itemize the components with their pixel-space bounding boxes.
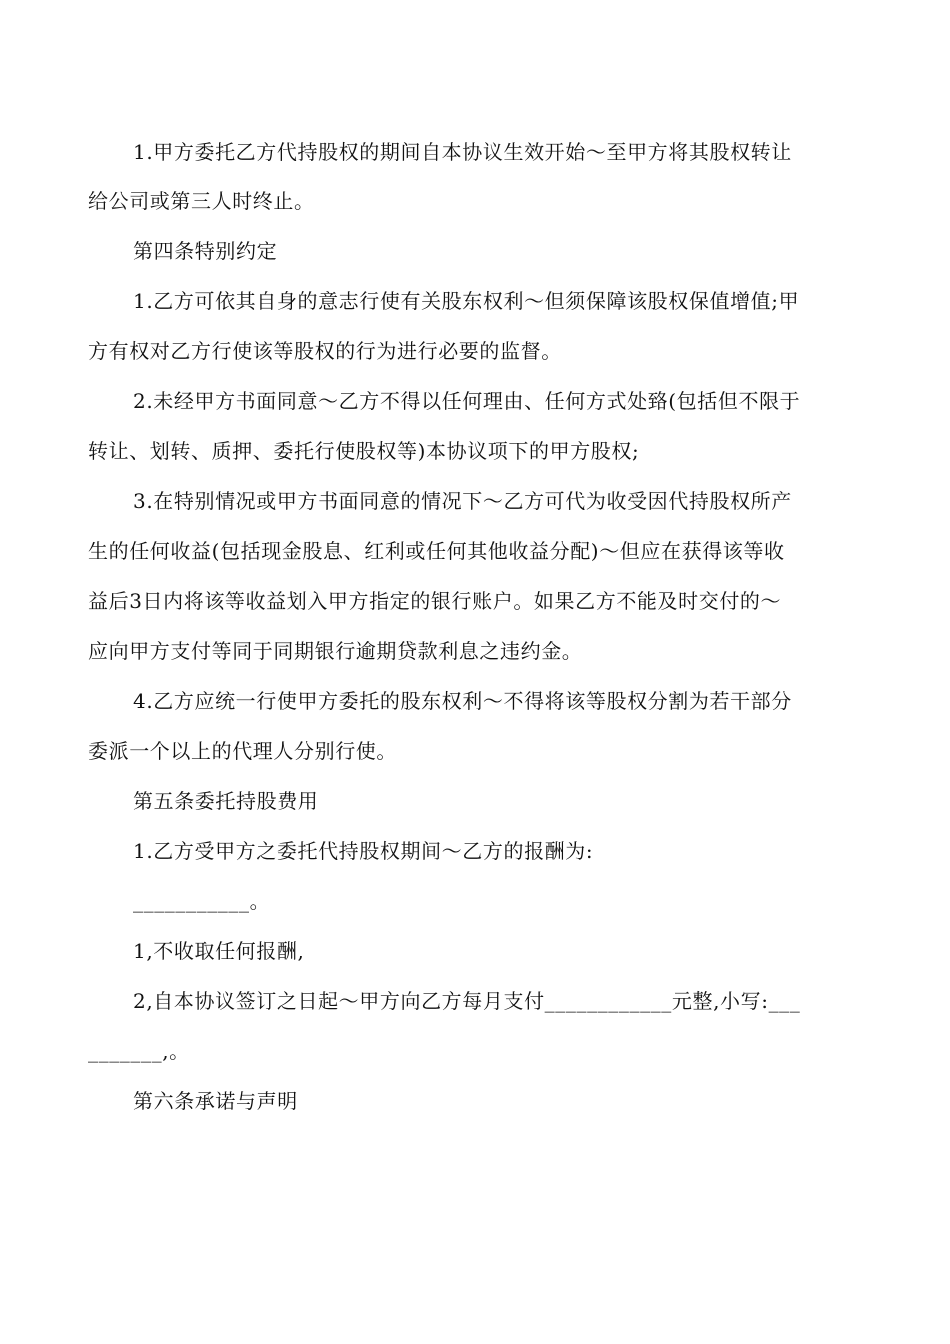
clause-5-1-blank: ___________。 [133,889,271,913]
article-5-heading: 第五条委托持股费用 [133,789,319,813]
option-2-line-1: 2,自本协议签订之日起～甲方向乙方每月支付____________元整,小写:___ [133,989,801,1013]
clause-4-2-line-1: 2.未经甲方书面同意～乙方不得以任何理由、任何方式处臵(包括但不限于 [133,389,801,413]
clause-4-3-line-3: 益后3日内将该等收益划入甲方指定的银行账户。如果乙方不能及时交付的～ [88,589,782,613]
option-1: 1,不收取任何报酬, [133,939,305,963]
clause-4-1-line-2: 方有权对乙方行使该等股权的行为进行必要的监督。 [88,339,562,363]
clause-5-1-line-1: 1.乙方受甲方之委托代持股权期间～乙方的报酬为: [133,839,594,863]
article-6-heading: 第六条承诺与声明 [133,1089,298,1113]
article-4-heading: 第四条特别约定 [133,239,278,263]
option-2-line-2: _______,。 [88,1039,190,1063]
clause-4-4-line-2: 委派一个以上的代理人分别行使。 [88,739,397,763]
clause-4-3-line-2: 生的任何收益(包括现金股息、红利或任何其他收益分配)～但应在获得该等收 [88,539,785,563]
clause-4-1-line-1: 1.乙方可依其自身的意志行使有关股东权利～但须保障该股权保值增值;甲 [133,289,800,313]
clause-3-1-line-1: 1.甲方委托乙方代持股权的期间自本协议生效开始～至甲方将其股权转让 [133,140,792,164]
clause-3-1-line-2: 给公司或第三人时终止。 [88,189,315,213]
clause-4-3-line-1: 3.在特别情况或甲方书面同意的情况下～乙方可代为收受因代持股权所产 [133,489,792,513]
clause-4-2-line-2: 转让、划转、质押、委托行使股权等)本协议项下的甲方股权; [88,439,640,463]
clause-4-3-line-4: 应向甲方支付等同于同期银行逾期贷款利息之违约金。 [88,639,583,663]
clause-4-4-line-1: 4.乙方应统一行使甲方委托的股东权利～不得将该等股权分割为若干部分 [133,689,792,713]
